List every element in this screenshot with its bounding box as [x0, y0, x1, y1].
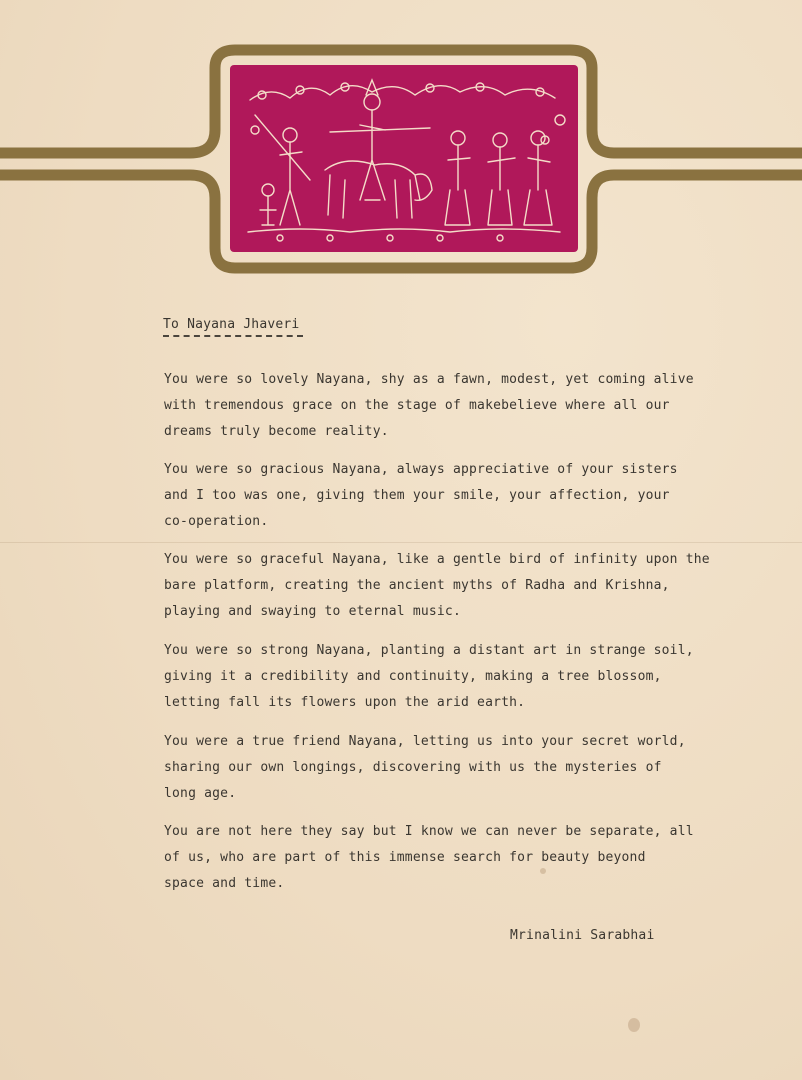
signature: Mrinalini Sarabhai	[510, 928, 655, 943]
salutation-heading: To Nayana Jhaveri	[163, 317, 300, 332]
paragraph-line: You were so gracious Nayana, always appreciative of your sisters	[164, 462, 678, 477]
paragraph-line: of us, who are part of this immense search for beauty beyond	[164, 850, 646, 865]
paragraph-line: dreams truly become reality.	[164, 424, 389, 439]
paragraph-line: long age.	[164, 786, 237, 801]
paragraph-line: You were so graceful Nayana, like a gentle bird of infinity upon the	[164, 552, 710, 567]
paragraph-line: space and time.	[164, 876, 285, 891]
paragraph-line: bare platform, creating the ancient myths of Radha and Krishna,	[164, 578, 670, 593]
paragraph-line: and I too was one, giving them your smile, your affection, your	[164, 488, 670, 503]
paragraph-line: letting fall its flowers upon the arid earth.	[164, 695, 526, 710]
paragraph-line: with tremendous grace on the stage of makebelieve where all our	[164, 398, 670, 413]
paragraph-3	[164, 547, 734, 625]
paragraph-4	[164, 638, 734, 716]
illustration-panel	[230, 65, 578, 252]
paragraph-line: You were so lovely Nayana, shy as a fawn, modest, yet coming alive	[164, 372, 694, 387]
paragraph-line: sharing our own longings, discovering with us the mysteries of	[164, 760, 662, 775]
paragraph-line: playing and swaying to eternal music.	[164, 604, 461, 619]
paragraph-line: You were so strong Nayana, planting a distant art in strange soil,	[164, 643, 694, 658]
paper-stain	[628, 1018, 640, 1032]
salutation-underline	[163, 335, 303, 337]
paragraph-line: giving it a credibility and continuity, making a tree blossom,	[164, 669, 662, 684]
letterhead	[0, 40, 802, 280]
paragraph-6	[164, 819, 734, 897]
paper-stain	[540, 868, 546, 874]
paragraph-line: You were a true friend Nayana, letting us into your secret world,	[164, 734, 686, 749]
paragraph-5	[164, 729, 734, 807]
paragraph-line: You are not here they say but I know we can never be separate, all	[164, 824, 694, 839]
paragraph-line: co-operation.	[164, 514, 269, 529]
paragraph-1	[164, 367, 734, 445]
paper-fold-line	[0, 542, 802, 543]
paragraph-2	[164, 457, 734, 535]
